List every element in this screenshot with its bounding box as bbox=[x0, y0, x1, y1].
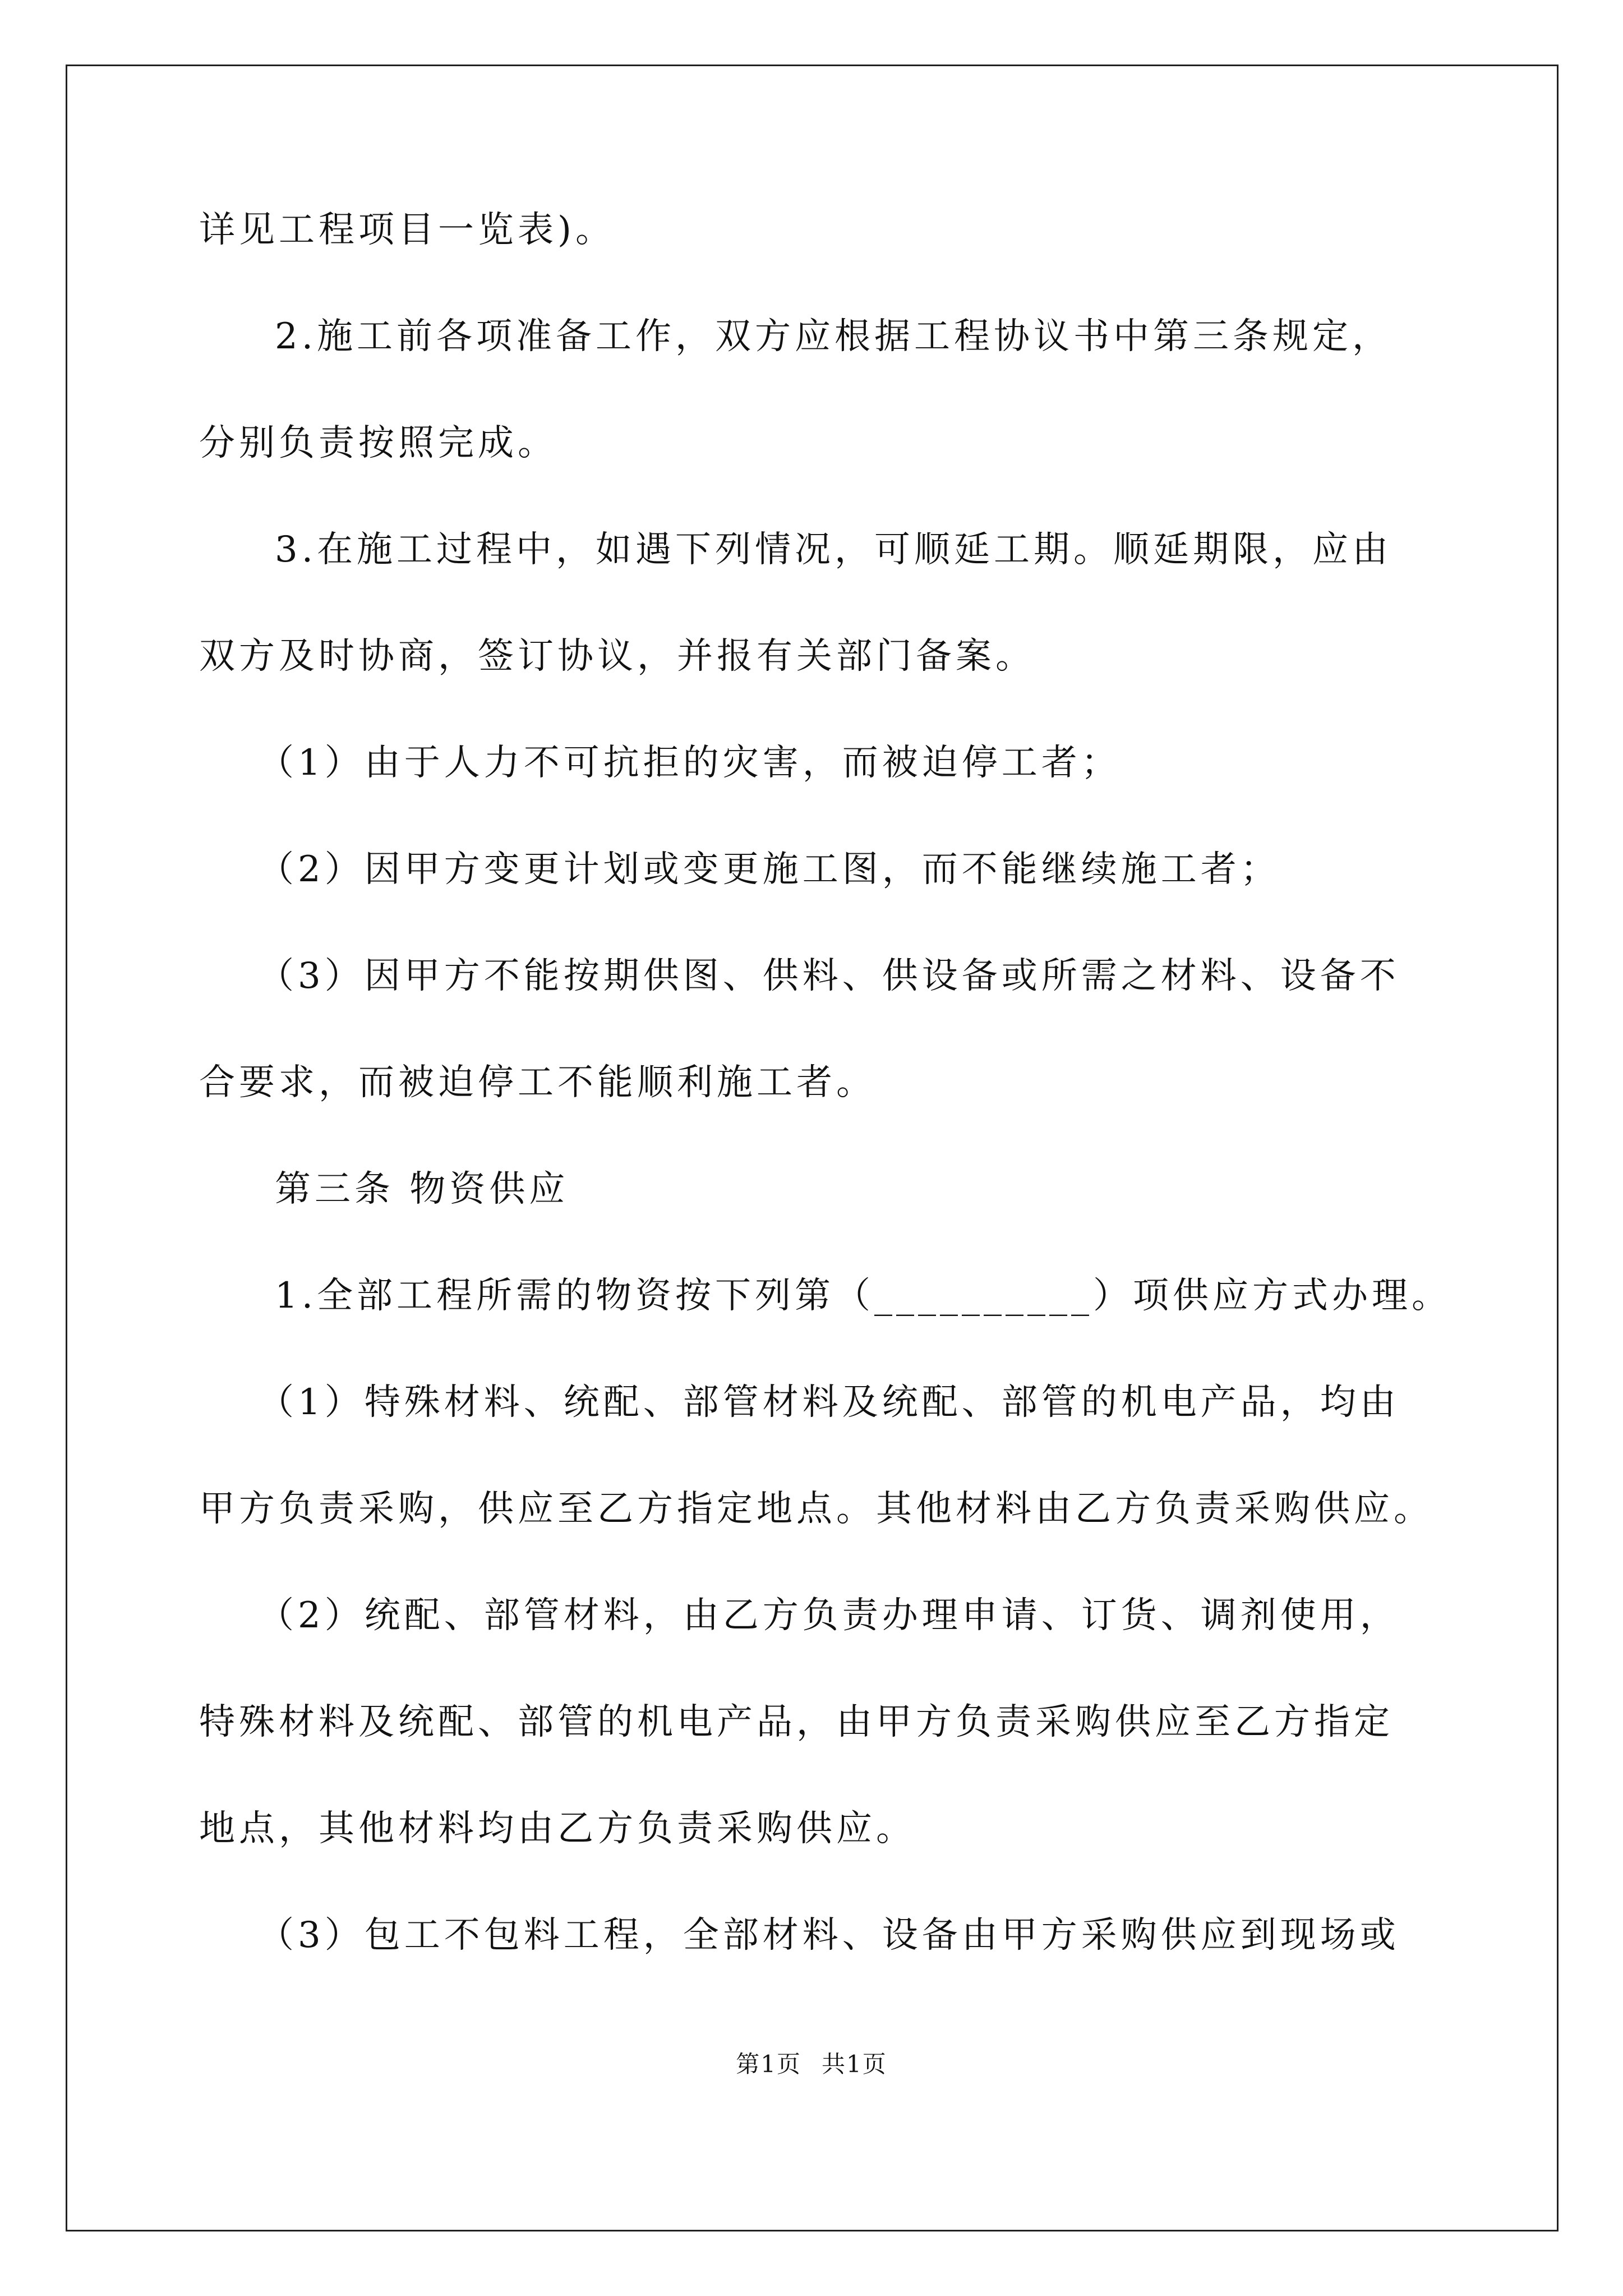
text-line: 特殊材料及统配、部管的机电产品，由甲方负责采购供应至乙方指定 bbox=[199, 1701, 1394, 1743]
text-line: 2.施工前各项准备工作，双方应根据工程协议书中第三条规定， bbox=[275, 316, 1393, 357]
text-line: 3.在施工过程中，如遇下列情况，可顺延工期。顺延期限，应由 bbox=[275, 529, 1393, 570]
text-line: 地点，其他材料均由乙方负责采购供应。 bbox=[199, 1808, 916, 1849]
text-line: （3）包工不包料工程，全部材料、设备由甲方采购供应到现场或 bbox=[258, 1915, 1400, 1956]
text-line: （3）因甲方不能按期供图、供料、供设备或所需之材料、设备不 bbox=[258, 955, 1400, 997]
text-line: （1）由于人力不可抗拒的灾害，而被迫停工者； bbox=[258, 742, 1121, 784]
section-heading: 第三条 物资供应 bbox=[275, 1168, 569, 1210]
text-line: 分别负责按照完成。 bbox=[199, 422, 557, 464]
text-line: 甲方负责采购，供应至乙方指定地点。其他材料由乙方负责采购供应。 bbox=[199, 1488, 1433, 1530]
text-line: 1.全部工程所需的物资按下列第（__________）项供应方式办理。 bbox=[275, 1275, 1452, 1317]
text-line: 合要求，而被迫停工不能顺利施工者。 bbox=[199, 1062, 876, 1103]
text-line: （2）统配、部管材料，由乙方负责办理申请、订货、调剂使用， bbox=[258, 1595, 1400, 1636]
text-line: 详见工程项目一览表)。 bbox=[199, 209, 615, 251]
text-line: （1）特殊材料、统配、部管材料及统配、部管的机电产品，均由 bbox=[258, 1382, 1400, 1423]
page-footer bbox=[0, 2050, 1623, 2078]
text-line: 双方及时协商，签订协议，并报有关部门备案。 bbox=[199, 636, 1035, 677]
page-border bbox=[66, 65, 1559, 2231]
page-total: 共1页 bbox=[822, 2050, 887, 2078]
text-line: （2）因甲方变更计划或变更施工图，而不能继续施工者； bbox=[258, 849, 1280, 890]
page-number: 第1页 bbox=[736, 2050, 801, 2078]
